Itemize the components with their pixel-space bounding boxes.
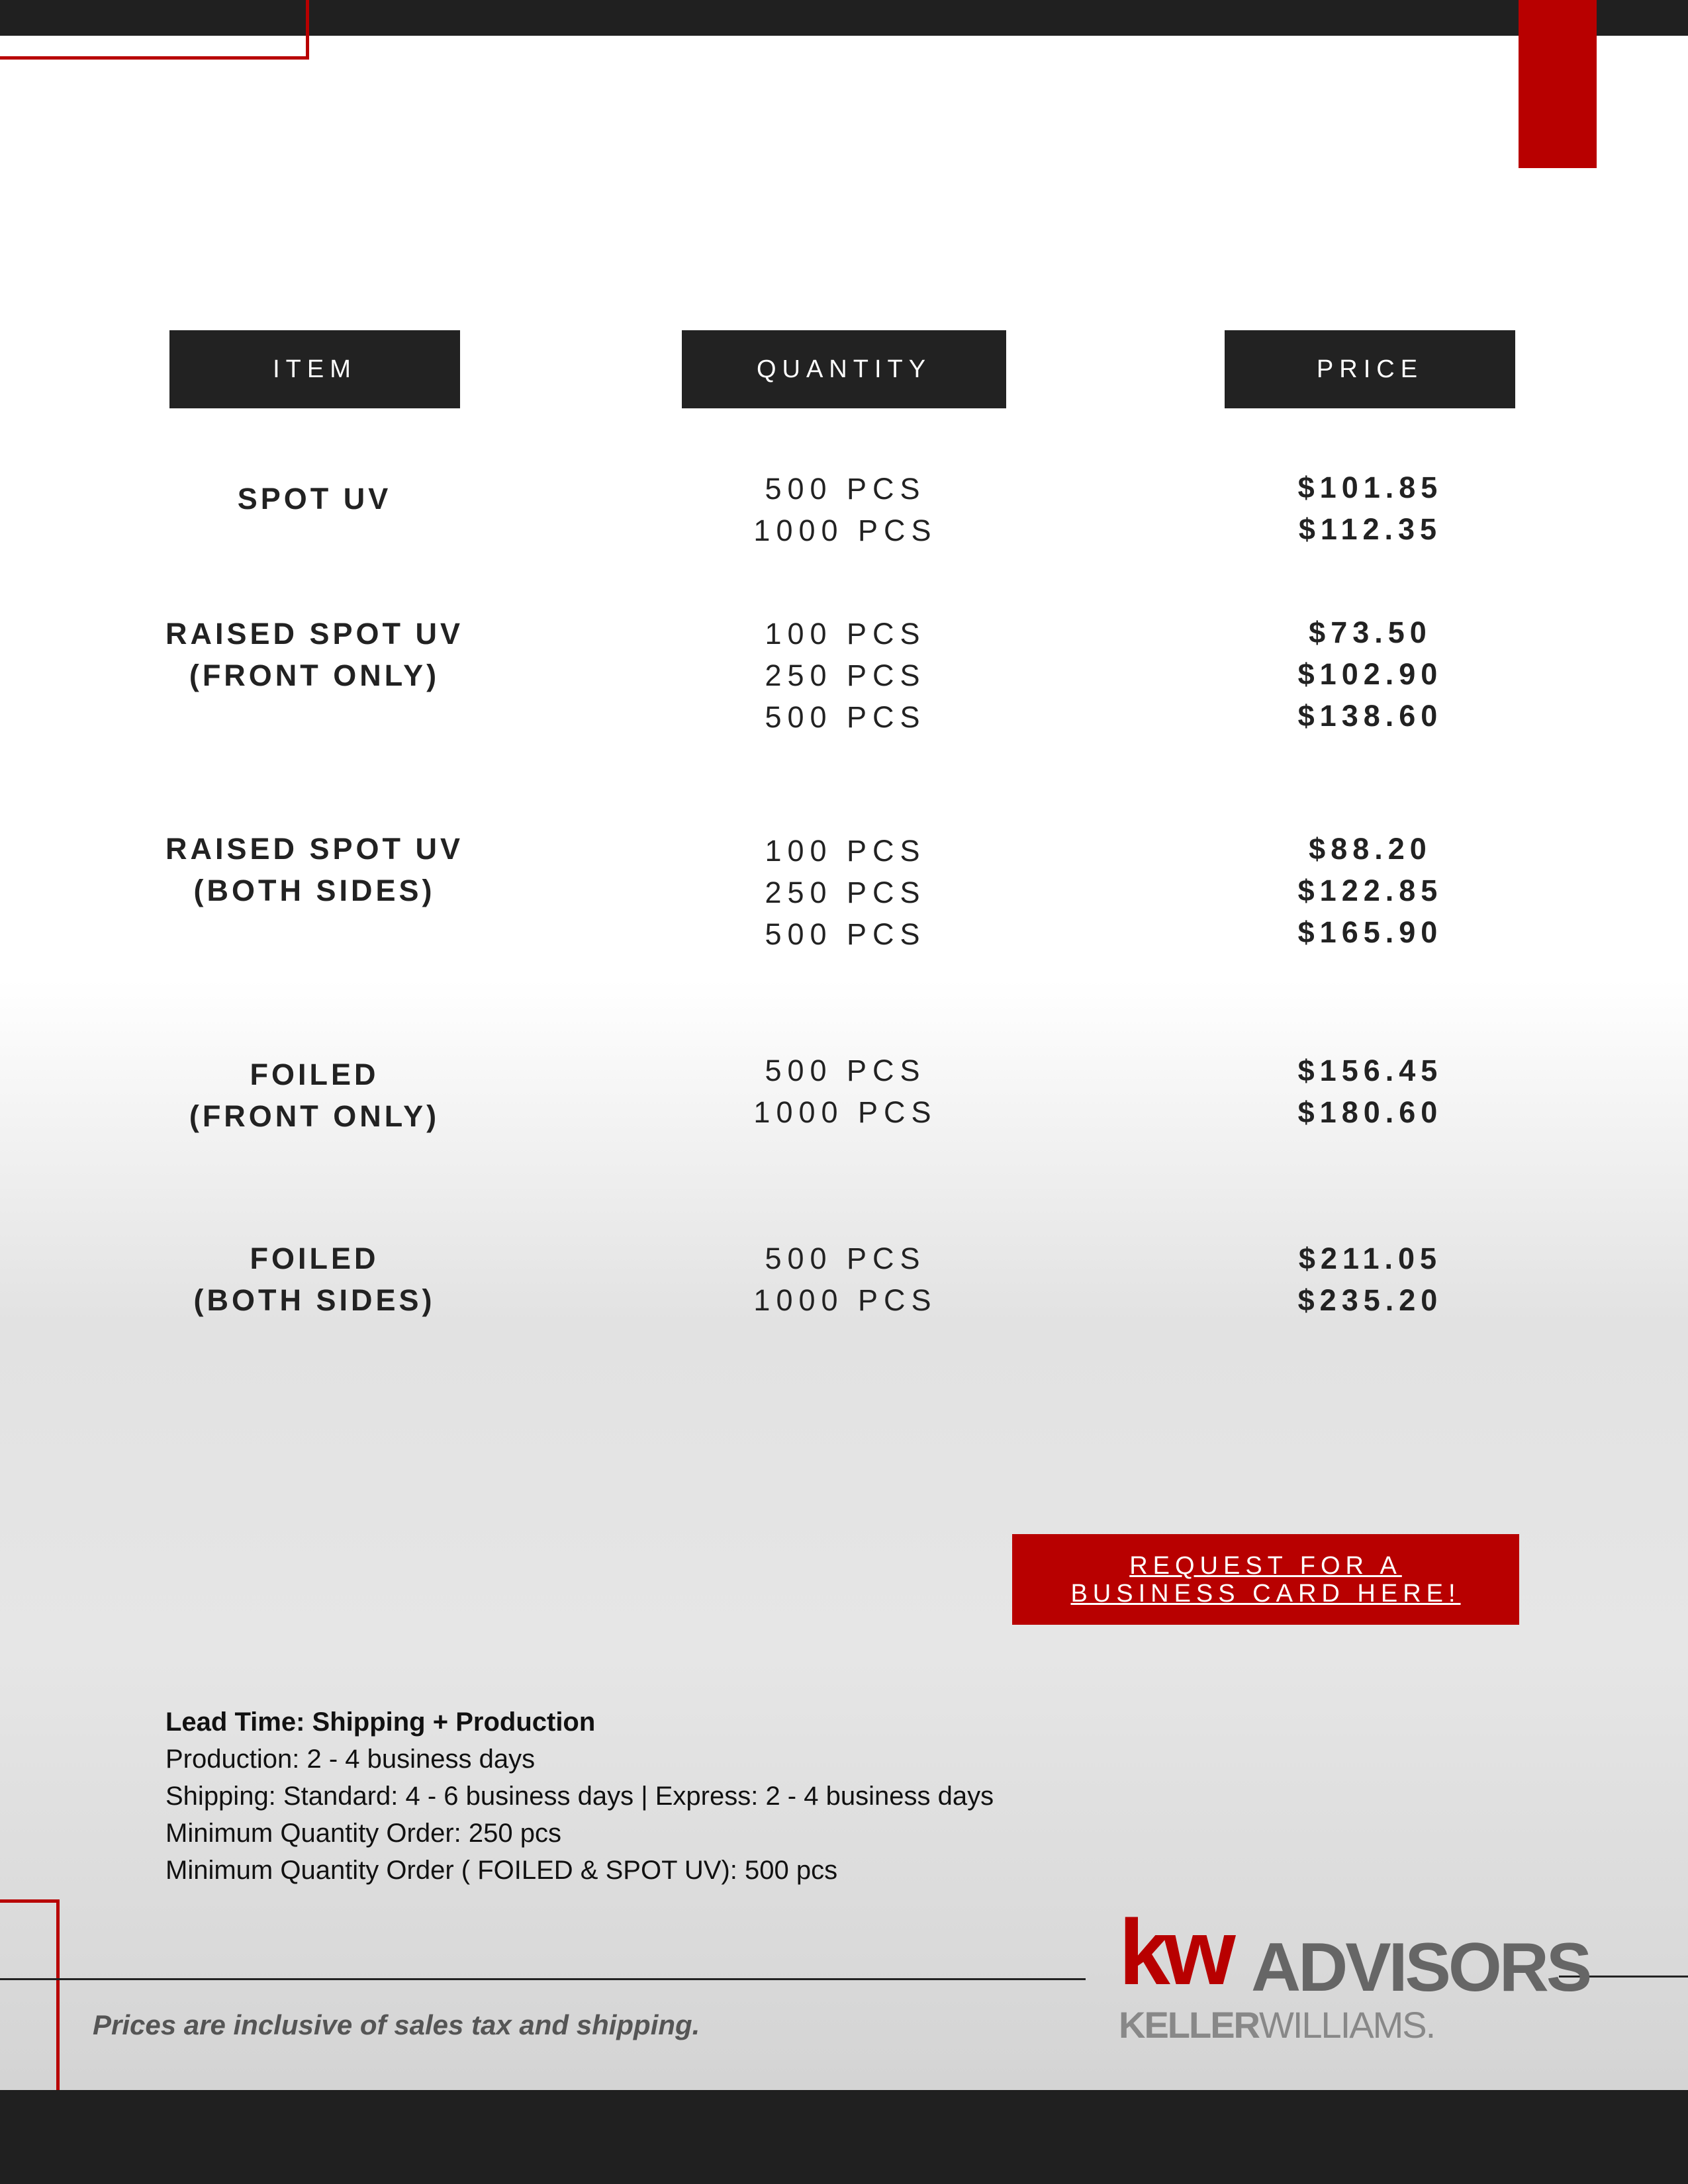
item-subtitle: (FRONT ONLY) (189, 659, 440, 692)
item-name: FOILED (250, 1242, 379, 1275)
logo-kw-mark: kw (1119, 1900, 1229, 2004)
price-value: $101.85 (1297, 471, 1443, 504)
price-value: $112.35 (1298, 512, 1442, 546)
quantity-value: 500 PCS (765, 1054, 926, 1087)
note-line: Shipping: Standard: 4 - 6 business days | Express: 2 - 4 business days (165, 1782, 994, 1811)
price-value: $165.90 (1297, 915, 1443, 949)
quantity-value: 1000 PCS (753, 1095, 937, 1129)
header-price: PRICE (1225, 330, 1515, 408)
item-subtitle: (FRONT ONLY) (189, 1099, 440, 1133)
quantity-value: 250 PCS (765, 876, 926, 909)
price-value: $235.20 (1297, 1283, 1443, 1317)
logo-keller: KELLER (1119, 2004, 1259, 2046)
logo-advisors-text: ADVISORS (1251, 1929, 1590, 2006)
price-value: $122.85 (1297, 874, 1443, 907)
header-quantity: QUANTITY (682, 330, 1006, 408)
row-quantities (647, 1238, 1044, 1321)
quantity-value: 100 PCS (765, 617, 926, 651)
row-quantities (647, 613, 1044, 738)
row-quantities (647, 830, 1044, 955)
request-business-card-button[interactable] (1012, 1534, 1519, 1625)
item-name: SPOT UV (237, 482, 392, 516)
row-item (142, 478, 487, 520)
price-value: $102.90 (1297, 657, 1443, 691)
quantity-value: 100 PCS (765, 834, 926, 868)
row-prices (1205, 1238, 1536, 1321)
item-subtitle: (BOTH SIDES) (193, 874, 436, 907)
price-value: $73.50 (1309, 615, 1432, 649)
quantity-value: 500 PCS (765, 472, 926, 506)
logo-williams: WILLIAMS. (1259, 2004, 1435, 2046)
row-prices (1205, 1050, 1536, 1133)
lead-time-title: Lead Time: Shipping + Production (165, 1707, 596, 1737)
cta-line-1: REQUEST FOR A (1129, 1551, 1402, 1580)
note-line: Minimum Quantity Order ( FOILED & SPOT UV): 500 pcs (165, 1856, 838, 1885)
row-item (142, 1238, 487, 1321)
price-value: $180.60 (1297, 1095, 1443, 1129)
price-value: $156.45 (1297, 1054, 1443, 1087)
price-value: $88.20 (1309, 832, 1432, 866)
row-quantities (647, 468, 1044, 551)
row-item (142, 1054, 487, 1137)
quantity-value: 500 PCS (765, 917, 926, 951)
logo-keller-williams (1119, 2005, 1434, 2045)
pricing-footnote: Prices are inclusive of sales tax and shipping. (93, 2009, 700, 2040)
note-line: Minimum Quantity Order: 250 pcs (165, 1819, 561, 1848)
row-prices (1205, 467, 1536, 550)
cta-line-2: BUSINESS CARD HERE! (1070, 1579, 1461, 1608)
price-value: $211.05 (1298, 1242, 1442, 1275)
kw-advisors-logo (1112, 1900, 1590, 2046)
quantity-value: 1000 PCS (753, 514, 937, 547)
footer-divider-left (0, 1978, 1086, 1980)
red-accent-block (1519, 0, 1597, 168)
quantity-value: 500 PCS (765, 700, 926, 734)
quantity-value: 500 PCS (765, 1242, 926, 1275)
quantity-value: 1000 PCS (753, 1283, 937, 1317)
item-name: RAISED SPOT UV (165, 832, 464, 866)
row-prices (1205, 612, 1536, 737)
row-quantities (647, 1050, 1044, 1133)
note-line: Production: 2 - 4 business days (165, 1745, 536, 1774)
lead-time-notes (165, 1704, 994, 1889)
header-item: ITEM (169, 330, 460, 408)
quantity-value: 250 PCS (765, 659, 926, 692)
corner-frame-top-left (0, 0, 309, 60)
item-name: FOILED (250, 1058, 379, 1091)
price-value: $138.60 (1297, 699, 1443, 733)
row-prices (1205, 828, 1536, 953)
bottom-bar (0, 2090, 1688, 2184)
item-name: RAISED SPOT UV (165, 617, 464, 651)
row-item (142, 613, 487, 696)
item-subtitle: (BOTH SIDES) (193, 1283, 436, 1317)
row-item (142, 828, 487, 911)
